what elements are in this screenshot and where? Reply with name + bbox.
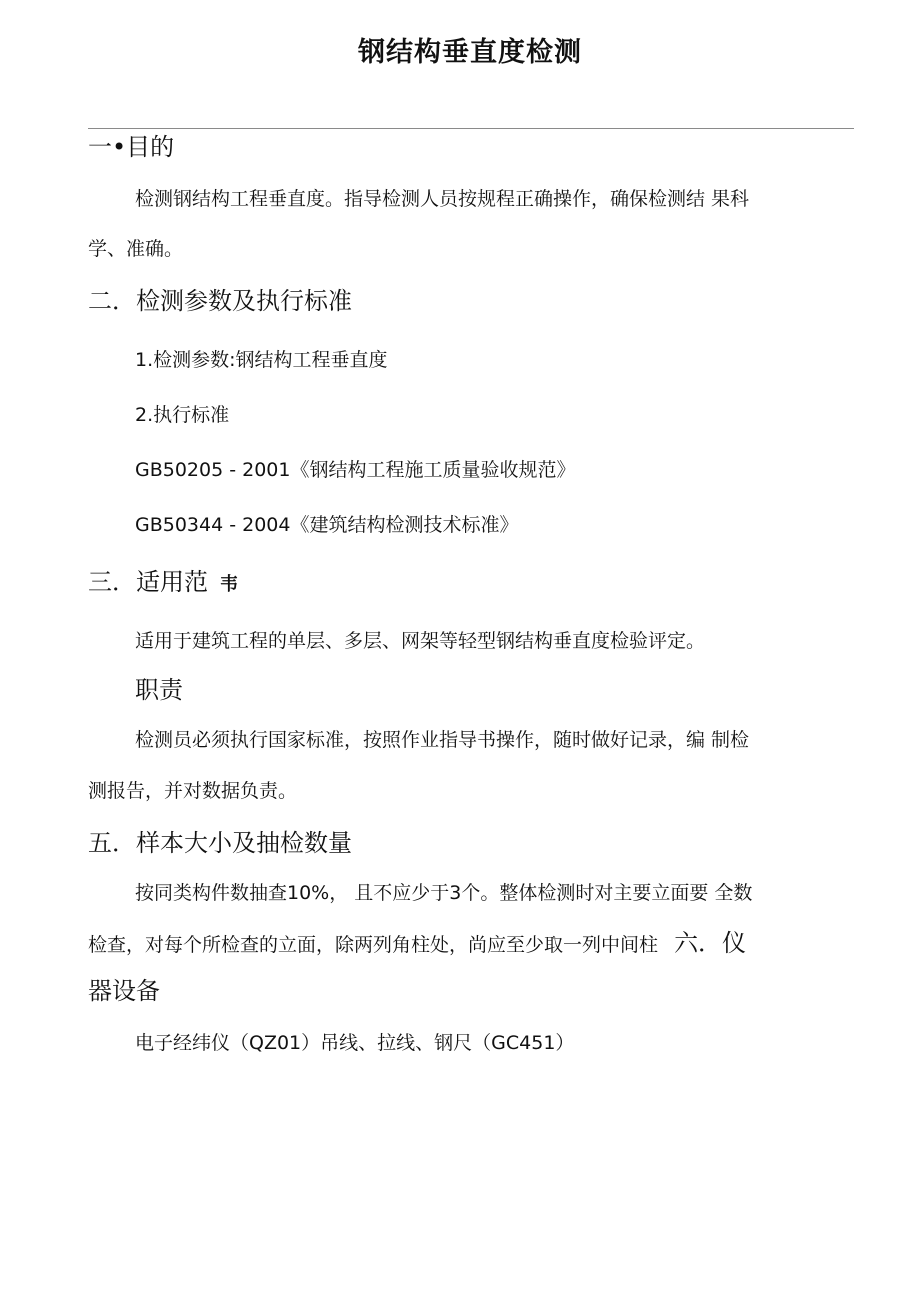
section-1-text-line-1: 检测钢结构工程垂直度。指导检测人员按规程正确操作，确保检测结 果科	[135, 188, 750, 210]
section-5-text-line-1: 按同类构件数抽查10%， 且不应少于3个。整体检测时对主要立面要 全数	[135, 882, 753, 904]
section-2-heading: 二．检测参数及执行标准	[88, 287, 352, 315]
section-5-text-line-2-body: 检查，对每个所检查的立面，除两列角柱处，尚应至少取一列中间柱	[88, 934, 659, 956]
section-5-heading: 五．样本大小及抽检数量	[88, 829, 352, 857]
section-6-heading-part-2: 器设备	[88, 977, 160, 1005]
standard-gb50344: GB50344 - 2004《建筑结构检测技术标准》	[135, 514, 519, 536]
document-title: 钢结构垂直度检测	[358, 37, 582, 68]
section-3-heading-glyph: 韦	[220, 574, 238, 595]
section-4-text-line-2: 测报告，并对数据负责。	[88, 780, 298, 802]
section-6-heading-part-1: 六．仪	[674, 929, 747, 957]
section-6-text: 电子经纬仪（QZ01）吊线、拉线、钢尺（GC451）	[135, 1032, 575, 1054]
title-divider	[88, 128, 854, 129]
section-2-item-2: 2.执行标准	[135, 404, 230, 426]
section-3-text: 适用于建筑工程的单层、多层、网架等轻型钢结构垂直度检验评定。	[135, 630, 706, 652]
section-4-text-line-1: 检测员必须执行国家标准，按照作业指导书操作，随时做好记录，编 制检	[135, 729, 750, 751]
section-3-heading	[88, 566, 238, 601]
standard-gb50205: GB50205 - 2001《钢结构工程施工质量验收规范》	[135, 459, 576, 481]
section-1-heading: 一•目的	[88, 133, 175, 161]
section-2-item-1: 1.检测参数:钢结构工程垂直度	[135, 349, 388, 371]
section-3-heading-text: 三．适用范	[88, 568, 208, 596]
section-5-text-line-2	[88, 930, 746, 958]
section-4-heading: 职责	[135, 676, 183, 704]
section-1-text-line-2: 学、准确。	[88, 238, 184, 260]
